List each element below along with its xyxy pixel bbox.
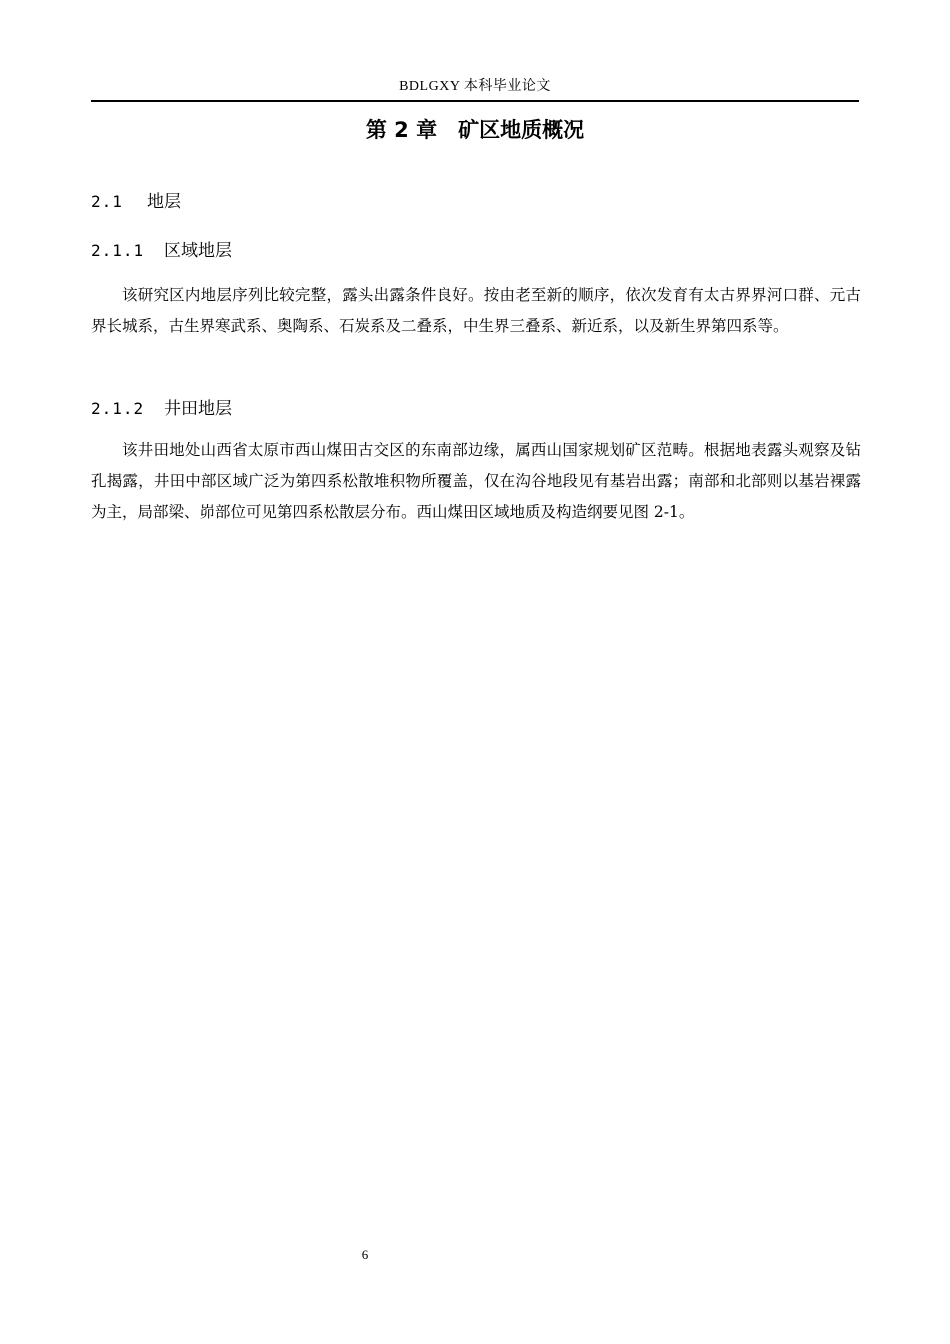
subsection-heading-2-1-1 bbox=[91, 238, 232, 264]
paragraph-regional-strata: 该研究区内地层序列比较完整，露头出露条件良好。按由老至新的顺序，依次发育有太古界界河口群、元古界长城系，古生界寒武系、奥陶系、石炭系及二叠系，中生界三叠系、新近系，以及新生界第四系等。 bbox=[91, 286, 861, 335]
chapter-title: 第 2 章 矿区地质概况 bbox=[365, 118, 585, 142]
subsection-number: 2.1.1 bbox=[91, 241, 145, 260]
subsection-title: 区域地层 bbox=[164, 241, 232, 261]
header-rule bbox=[91, 100, 859, 102]
paragraph-minefield-strata: 该井田地处山西省太原市西山煤田古交区的东南部边缘，属西山国家规划矿区范畴。根据地表露头观察及钻孔揭露，井田中部区域广泛为第四系松散堆积物所覆盖，仅在沟谷地段见有基岩出露；南部和北部则以基岩裸露为主，局部梁、峁部位可见第四系松散层分布。西山煤田区域地质及构造纲要见图 2-1。 bbox=[91, 441, 861, 521]
page-number: 6 bbox=[361, 1247, 369, 1262]
section-number: 2.1 bbox=[91, 192, 123, 211]
section-heading-2-1 bbox=[91, 189, 181, 215]
running-header: BDLGXY 本科毕业论文 bbox=[399, 79, 551, 94]
section-title: 地层 bbox=[147, 192, 181, 212]
subsection-title: 井田地层 bbox=[164, 399, 232, 419]
subsection-number: 2.1.2 bbox=[91, 399, 145, 418]
subsection-heading-2-1-2 bbox=[91, 396, 232, 422]
